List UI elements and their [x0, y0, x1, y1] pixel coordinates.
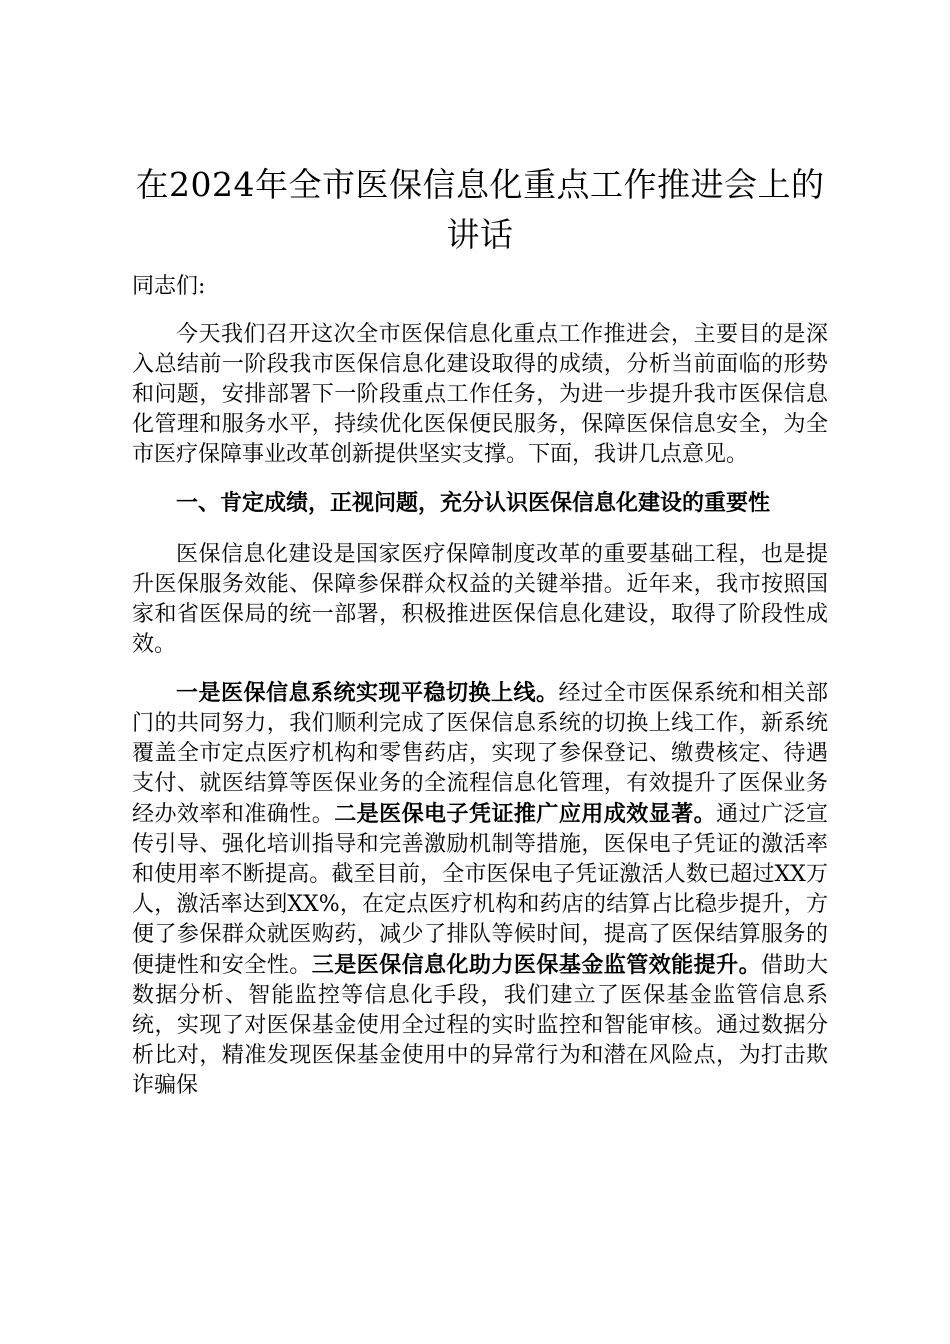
point-text-3: 借助大数据分析、智能监控等信息化手段，我们建立了医保基金监管信息系统，实现了对医保基金使用全过程的实时监控和智能审核。通过数据分析比对，精准发现医保基金使用中的异常行为和潜在风险点，为打击欺诈骗保 — [132, 953, 828, 1098]
point-lead-2: 二是医保电子凭证推广应用成效显著。 — [334, 801, 717, 827]
achievements-paragraph — [132, 678, 828, 1101]
document-title: 在2024年全市医保信息化重点工作推进会上的讲话 — [135, 165, 825, 254]
point-text-1: 经过全市医保系统和相关部门的共同努力，我们顺利完成了医保信息系统的切换上线工作，新系统覆盖全市定点医疗机构和零售药店，实现了参保登记、缴费核定、待遇支付、就医结算等医保业务的全流程信息化管理，有效提升了医保业务经办效率和准确性。 — [132, 681, 828, 827]
point-lead-3: 三是医保信息化助力医保基金监管效能提升。 — [311, 952, 762, 978]
intro-paragraph: 今天我们召开这次全市医保信息化重点工作推进会，主要目的是深入总结前一阶段我市医保信息化建设取得的成绩，分析当前面临的形势和问题，安排部署下一阶段重点工作任务，为进一步提升我市医保信息化管理和服务水平，持续优化医保便民服务，保障医保信息安全，为全市医疗保障事业改革创新提供坚实支撑。下面，我讲几点意见。 — [132, 322, 828, 467]
salutation: 同志们: — [132, 274, 206, 299]
point-text-2: 通过广泛宣传引导、强化培训指导和完善激励机制等措施，医保电子凭证的激活率和使用率不断提高。截至目前，全市医保电子凭证激活人数已超过XX万人，激活率达到XX%，在定点医疗机构和药店的结算占比稳步提升，方便了参保群众就医购药，减少了排队等候时间，提高了医保结算服务的便捷性和安全性。 — [132, 802, 828, 978]
section-heading: 一、肯定成绩，正视问题，充分认识医保信息化建设的重要性 — [176, 490, 771, 516]
point-lead-1: 一是医保信息系统实现平稳切换上线。 — [176, 680, 559, 706]
document-page — [132, 160, 828, 1119]
section-paragraph: 医保信息化建设是国家医疗保障制度改革的重要基础工程，也是提升医保服务效能、保障参保群众权益的关键举措。近年来，我市按照国家和省医保局的统一部署，积极推进医保信息化建设，取得了阶段性成效。 — [132, 542, 828, 657]
